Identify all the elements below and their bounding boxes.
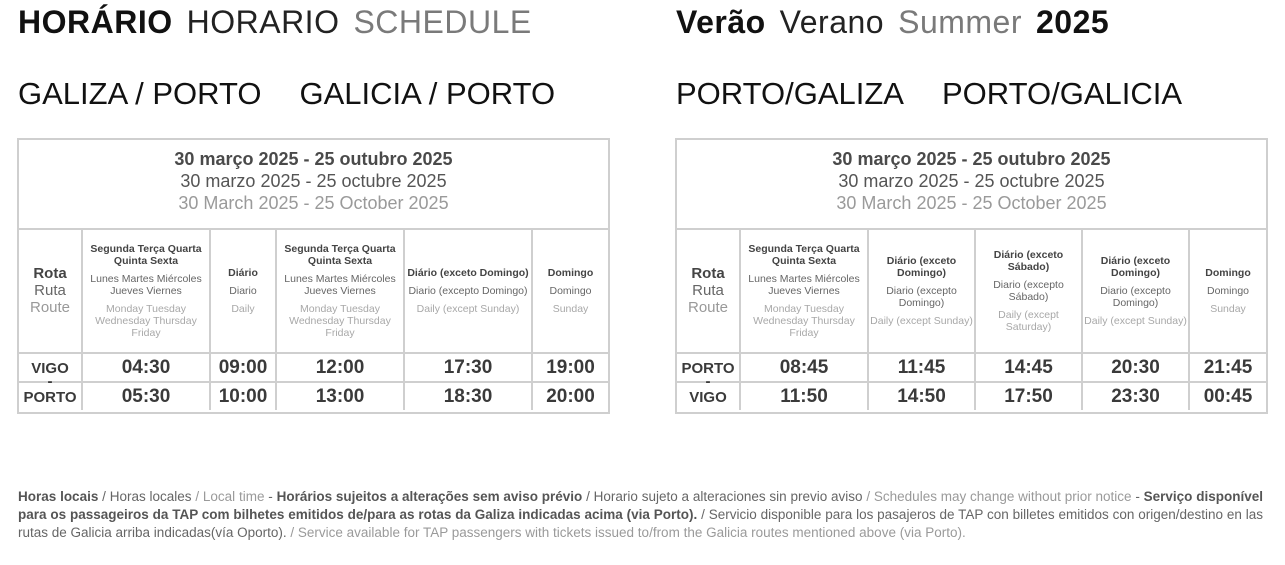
day-header: [82, 229, 210, 353]
validity-dates: [19, 140, 608, 230]
route-separator: -: [705, 373, 711, 390]
departure-time: 21:45: [1189, 353, 1266, 382]
arrival-time: 13:00: [276, 382, 404, 410]
destination-label: PORTO: [23, 388, 77, 406]
route-label-pt: Rota: [691, 264, 725, 282]
day-pt: Diário (exceto Domingo): [1100, 254, 1171, 279]
schedule-table-galiza-porto: [17, 138, 610, 414]
departure-time: 12:00: [276, 353, 404, 382]
dates-es: 30 marzo 2025 - 25 octubre 2025: [180, 171, 447, 191]
dates-en: 30 March 2025 - 25 October 2025: [836, 193, 1107, 213]
day-en: Monday Tuesday Wednesday Thursday Friday: [753, 302, 855, 339]
day-es: Diario (excepto Sábado): [993, 278, 1064, 303]
day-header: [276, 229, 404, 353]
note-schedule-en: / Schedules may change without prior notice: [866, 489, 1132, 504]
arrival-time: 18:30: [404, 382, 532, 410]
day-en: Monday Tuesday Wednesday Thursday Friday: [95, 302, 197, 339]
dates-en: 30 March 2025 - 25 October 2025: [178, 193, 449, 213]
note-local-pt: Horas locais: [18, 489, 99, 504]
day-es: Domingo: [549, 284, 592, 297]
destination-label: VIGO: [689, 388, 727, 406]
origin-label: VIGO: [31, 359, 69, 377]
season-es: Verano: [779, 4, 885, 40]
dates-pt: 30 março 2025 - 25 outubro 2025: [174, 149, 453, 169]
route-label-es: Ruta: [692, 281, 724, 299]
day-header: [404, 229, 532, 353]
title-en: SCHEDULE: [353, 4, 532, 40]
title-es: HORARIO: [186, 4, 340, 40]
day-en: Daily (except Sunday): [416, 302, 520, 315]
day-header: [210, 229, 276, 353]
note-separator: -: [264, 489, 277, 504]
departure-time: 17:30: [404, 353, 532, 382]
note-local-en: / Local time: [195, 489, 265, 504]
arrival-time: 20:00: [532, 382, 608, 410]
day-es: Diario: [229, 284, 257, 297]
validity-dates: [677, 140, 1266, 230]
day-es: Diario (excepto Domingo): [886, 284, 957, 309]
arrival-time: 14:50: [868, 382, 975, 410]
day-es: Diario (excepto Domingo): [1100, 284, 1171, 309]
day-es: Lunes Martes Miércoles Jueves Viernes: [90, 272, 202, 297]
day-header: [740, 229, 868, 353]
arrival-row: [19, 382, 608, 410]
day-es: Lunes Martes Miércoles Jueves Viernes: [284, 272, 396, 297]
arrival-time: 10:00: [210, 382, 276, 410]
note-schedule-pt: Horários sujeitos a alterações sem aviso prévio: [276, 489, 583, 504]
dates-pt: 30 março 2025 - 25 outubro 2025: [832, 149, 1111, 169]
route-label-en: Route: [29, 298, 71, 316]
origin-cell: [677, 353, 740, 390]
route-label-pt: Rota: [33, 264, 67, 282]
day-pt: Segunda Terça Quarta Quinta Sexta: [748, 242, 860, 267]
day-header: [1082, 229, 1189, 353]
route-label-en: Route: [687, 298, 729, 316]
route-header: [677, 229, 740, 353]
title-pt: HORÁRIO: [18, 4, 173, 40]
timetable: [19, 229, 608, 410]
day-en: Monday Tuesday Wednesday Thursday Friday: [289, 302, 391, 339]
departure-time: 19:00: [532, 353, 608, 382]
day-pt: Domingo: [547, 266, 594, 279]
dates-es: 30 marzo 2025 - 25 octubre 2025: [838, 171, 1105, 191]
header-row: [677, 229, 1266, 353]
route-label-es: Ruta: [34, 281, 66, 299]
arrival-time: 11:50: [740, 382, 868, 410]
arrival-row: [677, 382, 1266, 410]
day-es: Domingo: [1206, 284, 1250, 297]
season-title: [676, 4, 1123, 41]
note-service-pt: Serviço disponível para os passageiros da TAP com bilhetes emitidos de/para as rotas da Galiza indicadas acima (via Porto).: [18, 489, 1263, 522]
origin-cell: [19, 353, 82, 390]
departure-time: 14:45: [975, 353, 1082, 382]
day-en: Daily: [231, 302, 255, 315]
arrival-time: 23:30: [1082, 382, 1189, 410]
departure-time: 11:45: [868, 353, 975, 382]
day-header: [532, 229, 608, 353]
note-schedule-es: / Horario sujeto a alteraciones sin previo aviso: [586, 489, 863, 504]
day-es: Lunes Martes Miércoles Jueves Viernes: [748, 272, 860, 297]
route-pt: GALIZA / PORTO: [18, 76, 262, 111]
departure-time: 09:00: [210, 353, 276, 382]
day-pt: Diário: [228, 266, 258, 279]
season-en: Summer: [898, 4, 1022, 40]
route-es: PORTO/GALICIA: [941, 76, 1183, 111]
day-pt: Diário (exceto Domingo): [886, 254, 957, 279]
arrival-time: 05:30: [82, 382, 210, 410]
arrival-time: 17:50: [975, 382, 1082, 410]
schedule-table-porto-galiza: [675, 138, 1268, 414]
departure-time: 08:45: [740, 353, 868, 382]
day-header: [975, 229, 1082, 353]
note-local-es: / Horas locales: [102, 489, 192, 504]
route-pt: PORTO/GALIZA: [676, 76, 904, 111]
origin-label: PORTO: [681, 359, 735, 377]
departure-time: 04:30: [82, 353, 210, 382]
day-en: Sunday: [552, 302, 589, 315]
header-row: [19, 229, 608, 353]
route-separator: -: [47, 373, 53, 390]
note-separator: -: [1131, 489, 1144, 504]
season-year: 2025: [1036, 4, 1110, 40]
note-service-es: / Servicio disponible para los pasajeros de TAP con billetes emitidos con origen/destino en las rutas de Galicia arriba indicadas(vía Oporto).: [18, 507, 1263, 540]
day-en: Daily (except Sunday): [870, 314, 973, 327]
day-header: [1189, 229, 1266, 353]
day-pt: Diário (exceto Domingo): [407, 266, 529, 279]
note-service-en: / Service available for TAP passengers with tickets issued to/from the Galicia routes mentioned above (via Porto).: [290, 525, 966, 540]
departure-row: [19, 353, 608, 382]
schedule-title: [18, 4, 546, 41]
day-header: [868, 229, 975, 353]
day-en: Daily (except Saturday): [998, 308, 1059, 333]
day-es: Diario (excepto Domingo): [408, 284, 528, 297]
departure-time: 20:30: [1082, 353, 1189, 382]
season-pt: Verão: [676, 4, 766, 40]
route-title-left: [18, 76, 593, 112]
route-es: GALICIA / PORTO: [299, 76, 556, 111]
departure-row: [677, 353, 1266, 382]
day-pt: Domingo: [1205, 266, 1251, 279]
day-en: Sunday: [1210, 302, 1246, 315]
day-pt: Segunda Terça Quarta Quinta Sexta: [284, 242, 396, 267]
day-en: Daily (except Sunday): [1084, 314, 1187, 327]
arrival-time: 00:45: [1189, 382, 1266, 410]
day-pt: Segunda Terça Quarta Quinta Sexta: [90, 242, 202, 267]
timetable: [677, 229, 1266, 410]
day-pt: Diário (exceto Sábado): [993, 248, 1064, 273]
route-header: [19, 229, 82, 353]
footer-notes: [18, 488, 1263, 542]
route-title-right: [676, 76, 1220, 112]
